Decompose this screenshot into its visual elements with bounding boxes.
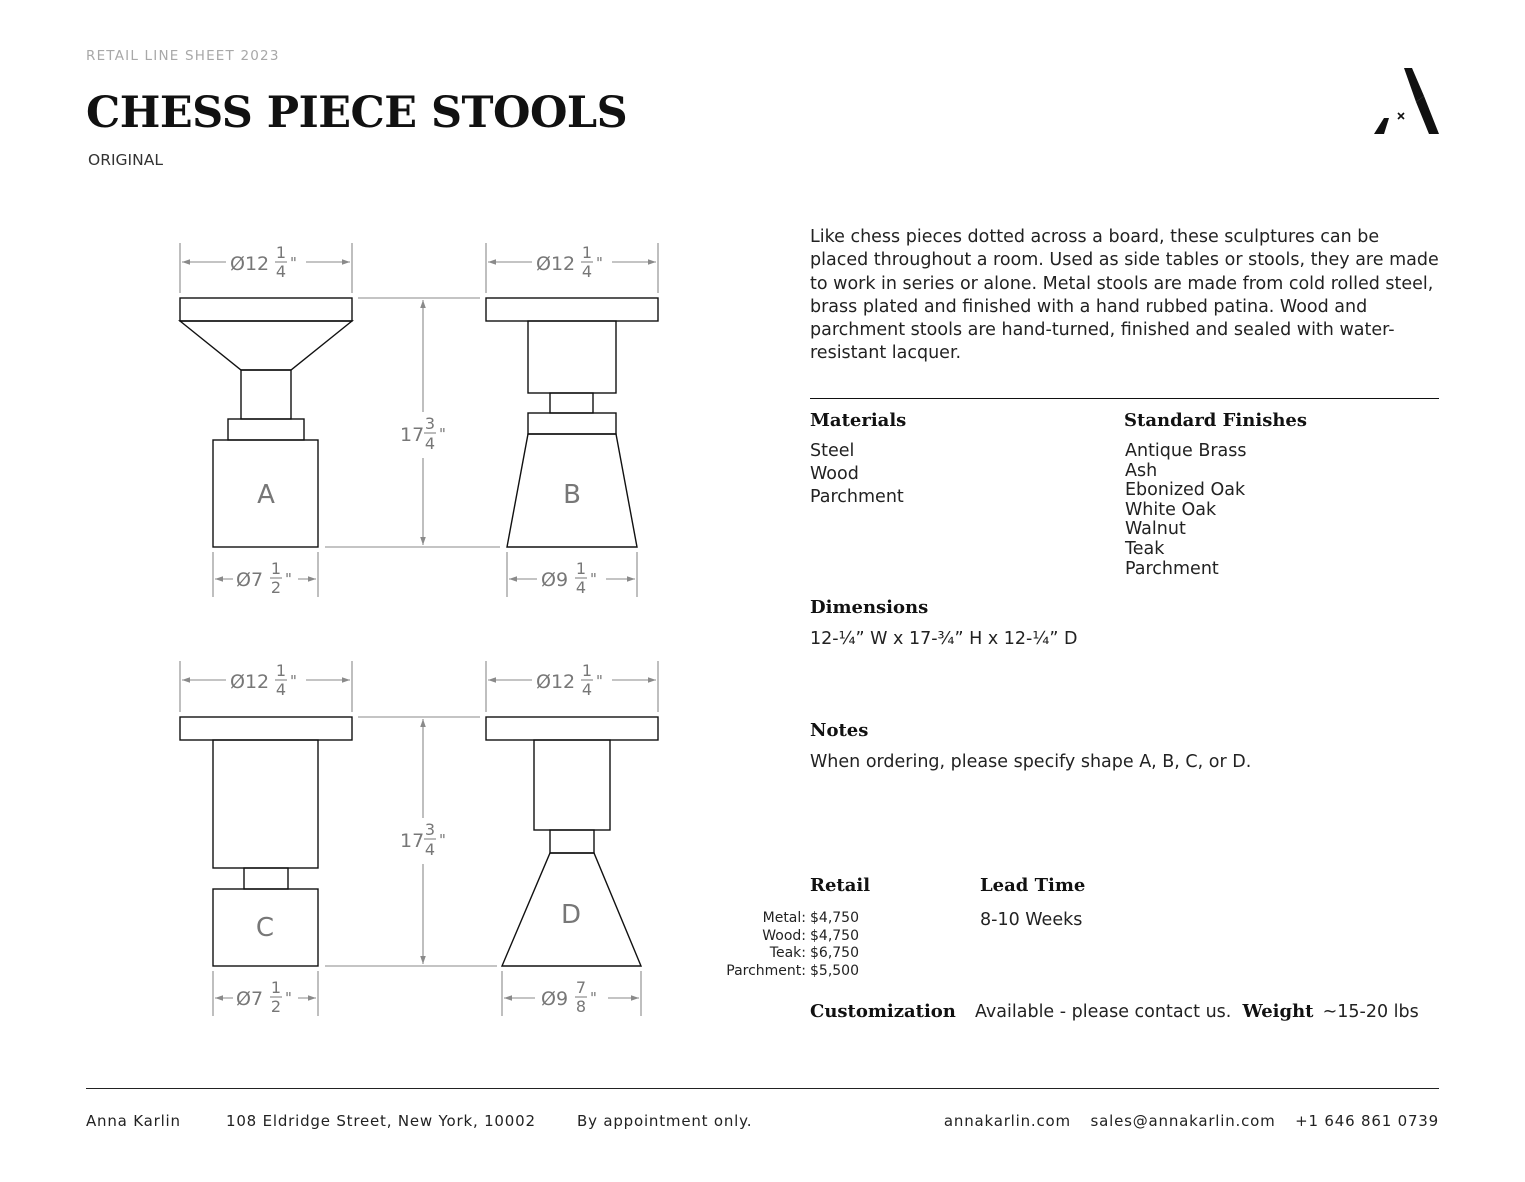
dim-top-c: Ø12 (230, 671, 270, 693)
anna-karlin-logo-icon (1372, 66, 1442, 136)
footer-phone-link[interactable]: +1 646 861 0739 (1295, 1112, 1439, 1130)
finish-item: Parchment (1125, 558, 1219, 579)
price-label: Metal: (762, 910, 806, 926)
dim-height-2-num: 3 (424, 820, 436, 839)
finish-item: White Oak (1125, 499, 1217, 520)
footer-address: 108 Eldridge Street, New York, 10002 (226, 1112, 536, 1130)
footer-email-link[interactable]: sales@annakarlin.com (1090, 1112, 1276, 1130)
finish-item: Antique Brass (1125, 441, 1247, 461)
dim-top-b-num: 1 (581, 243, 593, 262)
stool-a-label: A (257, 480, 275, 510)
stool-c-label: C (255, 913, 275, 943)
dim-top-a-inch: " (290, 254, 297, 272)
footer-divider (86, 1088, 1439, 1089)
dim-base-b: Ø9 (541, 569, 569, 591)
notes-value: When ordering, please specify shape A, B, C, or D. (810, 752, 1252, 772)
finishes-list (1125, 442, 1246, 579)
dim-height-1-inch: " (439, 425, 446, 443)
price-label: Wood: (762, 927, 806, 944)
eyebrow-label: RETAIL LINE SHEET 2023 (86, 48, 280, 64)
price-row (720, 963, 806, 981)
stool-d-label: D (560, 900, 582, 930)
stool-drawings (0, 0, 790, 1060)
finish-item: Ebonized Oak (1125, 480, 1246, 501)
page-title: CHESS PIECE STOOLS (86, 88, 628, 138)
dim-base-d-num: 7 (575, 978, 587, 997)
footer-contacts (944, 1112, 1439, 1130)
price-row (720, 945, 806, 963)
dim-base-d-den: 8 (575, 997, 587, 1016)
materials-heading: Materials (810, 410, 907, 431)
dim-base-c: Ø7 (236, 988, 264, 1010)
lead-time-heading: Lead Time (980, 875, 1086, 896)
dim-base-c-inch: " (285, 989, 292, 1007)
material-item: Steel (810, 441, 855, 461)
dimension-labels (230, 243, 603, 1016)
customization-value: Available - please contact us. (974, 1002, 1232, 1022)
footer-appointment: By appointment only. (577, 1112, 753, 1130)
finish-item: Ash (1125, 460, 1158, 481)
dim-base-b-den: 4 (575, 578, 587, 597)
weight-heading: Weight (1242, 1001, 1314, 1022)
dim-height-2-inch: " (439, 831, 446, 849)
dim-base-b-inch: " (590, 570, 597, 588)
footer-name: Anna Karlin (86, 1112, 181, 1130)
dim-base-c-den: 2 (270, 997, 282, 1016)
dim-base-d: Ø9 (541, 988, 569, 1010)
dim-top-c-num: 1 (275, 661, 287, 680)
notes-heading: Notes (810, 720, 869, 741)
finish-item: Teak (1125, 538, 1165, 559)
page-subtitle: ORIGINAL (88, 151, 163, 169)
dim-top-d: Ø12 (536, 671, 576, 693)
price-value: $6,750 (810, 945, 859, 962)
dim-height-2: 17 (400, 830, 425, 852)
customization-weight-line (810, 1001, 1419, 1022)
dim-top-c-den: 4 (275, 680, 287, 699)
dim-base-c-num: 1 (270, 978, 282, 997)
dim-top-b-den: 4 (581, 262, 593, 281)
stool-b-label: B (563, 480, 581, 510)
dim-base-a-den: 2 (270, 578, 282, 597)
finishes-heading: Standard Finishes (1124, 410, 1307, 431)
dimension-lines (180, 243, 658, 1016)
dim-top-c-inch: " (290, 672, 297, 690)
price-label: Parchment: (726, 962, 806, 979)
customization-heading: Customization (810, 1001, 956, 1022)
retail-heading: Retail (810, 875, 871, 896)
price-value: $5,500 (810, 962, 859, 979)
material-item: Wood (810, 464, 859, 484)
price-value: $4,750 (810, 910, 859, 926)
material-item: Parchment (810, 487, 904, 507)
lead-time-value: 8-10 Weeks (980, 910, 1083, 930)
dim-top-b-inch: " (596, 254, 603, 272)
dim-base-a-inch: " (285, 570, 292, 588)
dim-height-1-num: 3 (424, 414, 436, 433)
dim-top-a-num: 1 (275, 243, 287, 262)
finish-item: Walnut (1125, 519, 1186, 540)
dim-base-d-inch: " (590, 989, 597, 1007)
materials-list (810, 440, 904, 509)
section-divider (810, 398, 1439, 399)
price-value: $4,750 (810, 927, 859, 944)
dim-height-2-den: 4 (424, 840, 436, 859)
dim-base-b-num: 1 (575, 559, 587, 578)
price-row (720, 928, 806, 946)
dimensions-value: 12-¼” W x 17-¾” H x 12-¼” D (810, 629, 1078, 649)
dim-top-b: Ø12 (536, 253, 576, 275)
dim-base-a: Ø7 (236, 569, 264, 591)
dim-base-a-num: 1 (270, 559, 282, 578)
dim-top-d-den: 4 (581, 680, 593, 699)
dim-top-a-den: 4 (275, 262, 287, 281)
product-description: Like chess pieces dotted across a board, these sculptures can be placed throughout a room. Used as side tables or stools, they are made to work in series or alone. Metal stools are made from cold rolled steel, brass plated and finished with a hand rubbed patina. Wood and parchment stools are hand-turned, finished and sealed with water-resistant lacquer. (810, 227, 1439, 364)
retail-price-table (720, 910, 920, 985)
price-row (720, 910, 806, 928)
price-label: Teak: (769, 945, 806, 962)
dim-height-1-den: 4 (424, 434, 436, 453)
dim-top-a: Ø12 (230, 253, 270, 275)
dim-top-d-num: 1 (581, 661, 593, 680)
weight-value: ~15-20 lbs (1322, 1002, 1419, 1022)
dimensions-heading: Dimensions (810, 597, 929, 618)
footer-website-link[interactable]: annakarlin.com (943, 1112, 1071, 1130)
dim-height-1: 17 (400, 424, 425, 446)
dim-top-d-inch: " (596, 672, 603, 690)
